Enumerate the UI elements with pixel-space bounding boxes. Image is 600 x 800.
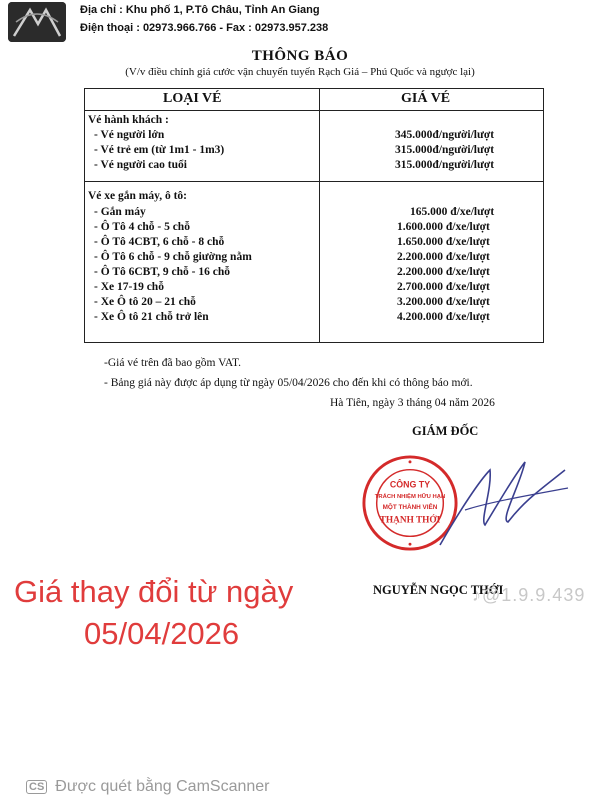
table-row-label: - Gắn máy <box>94 206 146 218</box>
table-row-price: 1.600.000 đ/xe/lượt <box>397 221 490 233</box>
svg-text:CÔNG TY: CÔNG TY <box>389 479 431 490</box>
table-row-price: 2.200.000 đ/xe/lượt <box>397 266 490 278</box>
table-row-label: - Ô Tô 6 chỗ - 9 chỗ giường nằm <box>94 251 252 263</box>
table-row-label: - Xe Ô tô 20 – 21 chỗ <box>94 296 196 308</box>
table-row-price: 2.700.000 đ/xe/lượt <box>397 281 490 293</box>
table-row-label: - Ô Tô 6CBT, 9 chỗ - 16 chỗ <box>94 266 230 278</box>
camscanner-icon: CS <box>26 780 47 794</box>
table-header-rule <box>85 110 543 111</box>
vehicle-section-heading: Vé xe gắn máy, ô tô: <box>88 190 188 202</box>
table-row-label: - Ô Tô 4 chỗ - 5 chỗ <box>94 221 190 233</box>
price-table <box>84 88 544 343</box>
camscanner-footer <box>26 778 269 796</box>
table-row-price: 345.000đ/người/lượt <box>395 129 495 141</box>
logo-icon <box>8 2 66 42</box>
director-signature <box>430 450 570 560</box>
table-row-label: - Ô Tô 4CBT, 6 chỗ - 8 chỗ <box>94 236 225 248</box>
signature-role: GIÁM ĐỐC <box>412 424 479 438</box>
tiktok-watermark: ♪@1.9.9.439 <box>472 585 586 605</box>
company-phone: Điện thoại : 02973.966.766 - Fax : 02973.957.238 <box>80 22 329 34</box>
table-row-price: 3.200.000 đ/xe/lượt <box>397 296 490 308</box>
table-row-price: 1.650.000 đ/xe/lượt <box>397 236 490 248</box>
column-header-type: LOẠI VÉ <box>163 91 222 106</box>
table-row-label: - Vé người cao tuổi <box>94 159 187 171</box>
table-row-price: 165.000 đ/xe/lượt <box>410 206 495 218</box>
company-logo <box>8 2 66 42</box>
passenger-section-heading: Vé hành khách : <box>88 114 169 126</box>
table-section-rule <box>85 181 543 182</box>
camscanner-text: Được quét bằng CamScanner <box>55 778 270 795</box>
place-and-date: Hà Tiên, ngày 3 tháng 04 năm 2026 <box>330 397 495 409</box>
svg-text:MỘT THÀNH VIÊN: MỘT THÀNH VIÊN <box>382 503 438 511</box>
table-row-label: - Vé người lớn <box>94 129 165 141</box>
company-address: Địa chỉ : Khu phố 1, P.Tô Châu, Tỉnh An Giang <box>80 4 320 16</box>
overlay-caption-line1: Giá thay đổi từ ngày <box>14 574 294 609</box>
notice-subtitle: (V/v điều chỉnh giá cước vận chuyển tuyến Rạch Giá – Phú Quốc và ngược lại) <box>125 66 475 78</box>
table-row-label: - Xe Ô tô 21 chỗ trở lên <box>94 311 209 323</box>
column-header-price: GIÁ VÉ <box>401 91 451 106</box>
overlay-caption-line2: 05/04/2026 <box>84 616 240 651</box>
note-vat: -Giá vé trên đã bao gồm VAT. <box>104 357 242 369</box>
director-name: NGUYỄN NGỌC THỚI <box>373 583 504 597</box>
table-row-price: 2.200.000 đ/xe/lượt <box>397 251 490 263</box>
table-row-price: 315.000đ/người/lượt <box>395 144 495 156</box>
table-row-label: - Vé trẻ em (từ 1m1 - 1m3) <box>94 144 225 156</box>
svg-text:TRÁCH NHIỆM HỮU HẠN: TRÁCH NHIỆM HỮU HẠN <box>374 494 446 501</box>
notice-title: THÔNG BÁO <box>251 48 349 64</box>
svg-text:THẠNH THỚI: THẠNH THỚI <box>379 515 441 526</box>
table-row-price: 315.000đ/người/lượt <box>395 159 495 171</box>
table-row-price: 4.200.000 đ/xe/lượt <box>397 311 490 323</box>
table-row-label: - Xe 17-19 chỗ <box>94 281 164 293</box>
note-effective-date: - Bảng giá này được áp dụng từ ngày 05/04/2026 cho đến khi có thông báo mới. <box>104 377 473 389</box>
table-divider <box>319 89 320 342</box>
